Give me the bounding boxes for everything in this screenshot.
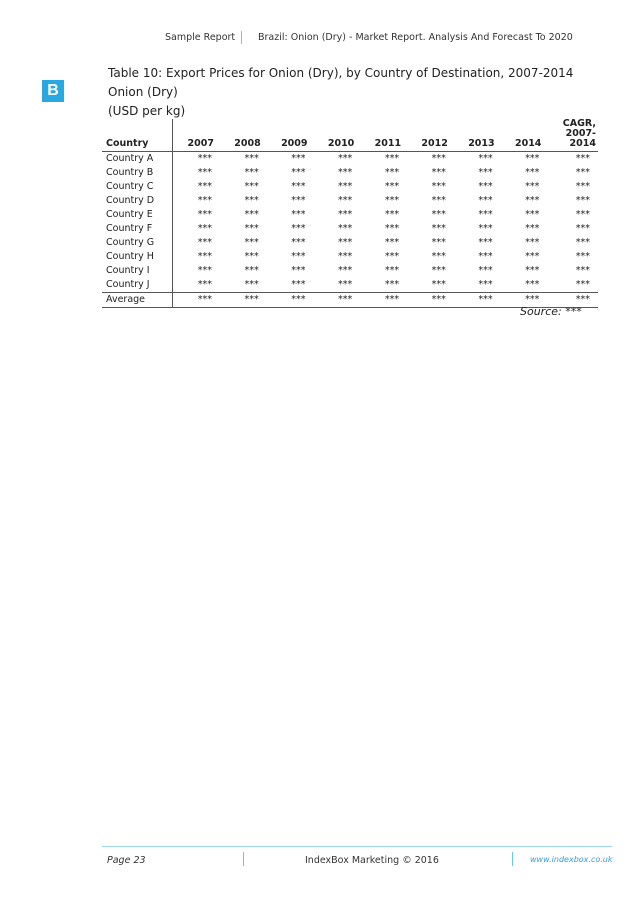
price-value-cell: *** bbox=[197, 265, 212, 276]
cagr-value-cell: *** bbox=[575, 195, 590, 206]
column-header-year: 2010 bbox=[327, 138, 355, 149]
footer-website-link[interactable]: www.indexbox.co.uk bbox=[530, 855, 613, 864]
country-name-cell: Country B bbox=[102, 166, 173, 180]
country-name-cell: Country I bbox=[102, 264, 173, 278]
price-value-cell: *** bbox=[525, 153, 540, 164]
cagr-value-cell: *** bbox=[575, 209, 590, 220]
price-value-cell: *** bbox=[525, 167, 540, 178]
price-value-cell: *** bbox=[478, 251, 493, 262]
price-value-cell: *** bbox=[197, 279, 212, 290]
table-unit: (USD per kg) bbox=[108, 104, 186, 118]
price-value-cell: *** bbox=[454, 293, 501, 308]
price-value-cell: *** bbox=[525, 279, 540, 290]
price-value-cell: *** bbox=[338, 181, 353, 192]
price-value-cell: *** bbox=[525, 265, 540, 276]
price-value-cell: *** bbox=[431, 237, 446, 248]
price-value-cell: *** bbox=[431, 223, 446, 234]
price-value-cell: *** bbox=[384, 223, 400, 234]
price-value-cell: *** bbox=[291, 251, 306, 262]
source-note: Source: *** bbox=[520, 305, 582, 318]
price-value-cell: *** bbox=[431, 167, 446, 178]
price-value-cell: *** bbox=[244, 279, 259, 290]
price-value-cell: *** bbox=[384, 195, 400, 206]
price-value-cell: *** bbox=[525, 251, 540, 262]
price-value-cell: *** bbox=[478, 209, 493, 220]
price-value-cell: *** bbox=[291, 153, 306, 164]
price-value-cell: *** bbox=[431, 279, 446, 290]
header-report-type: Sample Report bbox=[165, 32, 236, 43]
table-product: Onion (Dry) bbox=[108, 85, 178, 99]
header-divider bbox=[241, 31, 242, 44]
table-title: Table 10: Export Prices for Onion (Dry), by Country of Destination, 2007-2014 bbox=[108, 66, 574, 80]
price-value-cell: *** bbox=[525, 237, 540, 248]
price-value-cell: *** bbox=[478, 181, 493, 192]
column-header-year: 2011 bbox=[374, 138, 402, 149]
cagr-value-cell: *** bbox=[575, 279, 590, 290]
cagr-value-cell: *** bbox=[575, 167, 590, 178]
column-header-year: 2009 bbox=[281, 138, 308, 149]
column-header-year: 2007 bbox=[187, 138, 214, 149]
price-value-cell: *** bbox=[291, 209, 306, 220]
price-value-cell: *** bbox=[291, 223, 306, 234]
price-value-cell: *** bbox=[431, 209, 446, 220]
price-value-cell: *** bbox=[244, 153, 259, 164]
country-name-cell: Country A bbox=[102, 152, 173, 167]
table-row bbox=[102, 236, 598, 250]
price-value-cell: *** bbox=[197, 181, 212, 192]
column-header-year: 2013 bbox=[468, 138, 495, 149]
price-value-cell: *** bbox=[338, 195, 353, 206]
price-value-cell: *** bbox=[291, 167, 306, 178]
price-value-cell: *** bbox=[291, 265, 306, 276]
country-name-cell: Country D bbox=[102, 194, 173, 208]
table-row bbox=[102, 250, 598, 264]
price-value-cell: *** bbox=[314, 293, 361, 308]
page-header bbox=[0, 28, 638, 48]
price-value-cell: *** bbox=[244, 251, 259, 262]
cagr-value-cell: *** bbox=[575, 251, 590, 262]
price-value-cell: *** bbox=[338, 167, 353, 178]
price-value-cell: *** bbox=[197, 237, 212, 248]
column-header-cagr bbox=[547, 119, 598, 152]
price-value-cell: *** bbox=[384, 279, 400, 290]
price-value-cell: *** bbox=[431, 251, 446, 262]
price-value-cell: *** bbox=[291, 181, 306, 192]
column-header-year: 2014 bbox=[514, 138, 542, 149]
country-name-cell: Country E bbox=[102, 208, 173, 222]
price-value-cell: *** bbox=[384, 167, 400, 178]
price-value-cell: *** bbox=[244, 181, 259, 192]
price-value-cell: *** bbox=[338, 237, 353, 248]
price-value-cell: *** bbox=[525, 209, 540, 220]
country-name-cell: Average bbox=[102, 293, 173, 308]
price-value-cell: *** bbox=[220, 293, 267, 308]
header-report-title: Brazil: Onion (Dry) - Market Report. Analysis And Forecast To 2020 bbox=[258, 32, 573, 43]
price-value-cell: *** bbox=[384, 153, 400, 164]
price-value-cell: *** bbox=[197, 153, 212, 164]
table-row bbox=[102, 278, 598, 293]
country-name-cell: Country C bbox=[102, 180, 173, 194]
price-value-cell: *** bbox=[338, 223, 353, 234]
price-value-cell: *** bbox=[478, 195, 493, 206]
column-header-country: Country bbox=[102, 119, 173, 152]
price-value-cell: *** bbox=[525, 181, 540, 192]
price-value-cell: *** bbox=[384, 251, 400, 262]
cagr-value-cell: *** bbox=[575, 265, 590, 276]
cagr-value-cell: *** bbox=[575, 181, 590, 192]
price-value-cell: *** bbox=[291, 195, 306, 206]
table-body bbox=[102, 152, 598, 308]
table-row bbox=[102, 222, 598, 236]
price-value-cell: *** bbox=[244, 237, 259, 248]
cagr-value-cell: *** bbox=[547, 293, 598, 308]
price-value-cell: *** bbox=[525, 223, 540, 234]
price-value-cell: *** bbox=[197, 223, 212, 234]
price-value-cell: *** bbox=[407, 293, 454, 308]
cagr-value-cell: *** bbox=[575, 223, 590, 234]
price-value-cell: *** bbox=[244, 265, 259, 276]
table-caption bbox=[108, 64, 573, 121]
cagr-label-line: 2007- bbox=[565, 128, 596, 139]
price-value-cell: *** bbox=[267, 293, 314, 308]
price-value-cell: *** bbox=[197, 167, 212, 178]
footer-copyright: IndexBox Marketing © 2016 bbox=[305, 855, 439, 866]
price-value-cell: *** bbox=[244, 223, 259, 234]
price-value-cell: *** bbox=[338, 265, 353, 276]
table-row bbox=[102, 180, 598, 194]
price-value-cell: *** bbox=[478, 167, 493, 178]
price-value-cell: *** bbox=[197, 251, 212, 262]
price-value-cell: *** bbox=[244, 209, 259, 220]
page-number: Page 23 bbox=[107, 855, 146, 866]
price-value-cell: *** bbox=[291, 279, 306, 290]
page-footer bbox=[0, 852, 638, 872]
price-value-cell: *** bbox=[478, 223, 493, 234]
cagr-label-line: CAGR, bbox=[562, 118, 596, 129]
price-value-cell: *** bbox=[431, 195, 446, 206]
price-value-cell: *** bbox=[384, 209, 400, 220]
price-value-cell: *** bbox=[338, 251, 353, 262]
cagr-label-line: 2014 bbox=[569, 138, 596, 149]
price-value-cell: *** bbox=[431, 265, 446, 276]
indexbox-logo-icon: B bbox=[42, 80, 64, 102]
price-value-cell: *** bbox=[291, 237, 306, 248]
price-value-cell: *** bbox=[197, 209, 212, 220]
country-name-cell: Country J bbox=[102, 278, 173, 293]
country-name-cell: Country F bbox=[102, 222, 173, 236]
price-value-cell: *** bbox=[501, 293, 548, 308]
price-value-cell: *** bbox=[244, 167, 259, 178]
price-value-cell: *** bbox=[431, 153, 446, 164]
country-name-cell: Country H bbox=[102, 250, 173, 264]
column-header-year: 2008 bbox=[234, 138, 261, 149]
price-value-cell: *** bbox=[244, 195, 259, 206]
footer-divider bbox=[102, 846, 612, 847]
table-header-row bbox=[102, 119, 598, 152]
price-value-cell: *** bbox=[338, 279, 353, 290]
table-row bbox=[102, 208, 598, 222]
price-value-cell: *** bbox=[338, 209, 353, 220]
price-value-cell: *** bbox=[360, 293, 407, 308]
footer-separator bbox=[243, 852, 244, 866]
table-row bbox=[102, 166, 598, 180]
price-value-cell: *** bbox=[384, 237, 400, 248]
price-value-cell: *** bbox=[478, 237, 493, 248]
cagr-value-cell: *** bbox=[575, 237, 590, 248]
footer-separator bbox=[512, 852, 513, 866]
price-value-cell: *** bbox=[431, 181, 446, 192]
price-value-cell: *** bbox=[478, 153, 493, 164]
price-value-cell: *** bbox=[525, 195, 540, 206]
price-value-cell: *** bbox=[197, 195, 212, 206]
country-name-cell: Country G bbox=[102, 236, 173, 250]
price-value-cell: *** bbox=[478, 265, 493, 276]
price-value-cell: *** bbox=[338, 153, 353, 164]
table-row bbox=[102, 152, 598, 167]
export-prices-table bbox=[102, 119, 598, 308]
price-value-cell: *** bbox=[384, 265, 400, 276]
table-row bbox=[102, 264, 598, 278]
column-header-year: 2012 bbox=[421, 138, 448, 149]
table-row bbox=[102, 194, 598, 208]
price-value-cell: *** bbox=[384, 181, 400, 192]
price-value-cell: *** bbox=[478, 279, 493, 290]
price-value-cell: *** bbox=[173, 293, 220, 308]
cagr-value-cell: *** bbox=[575, 153, 590, 164]
